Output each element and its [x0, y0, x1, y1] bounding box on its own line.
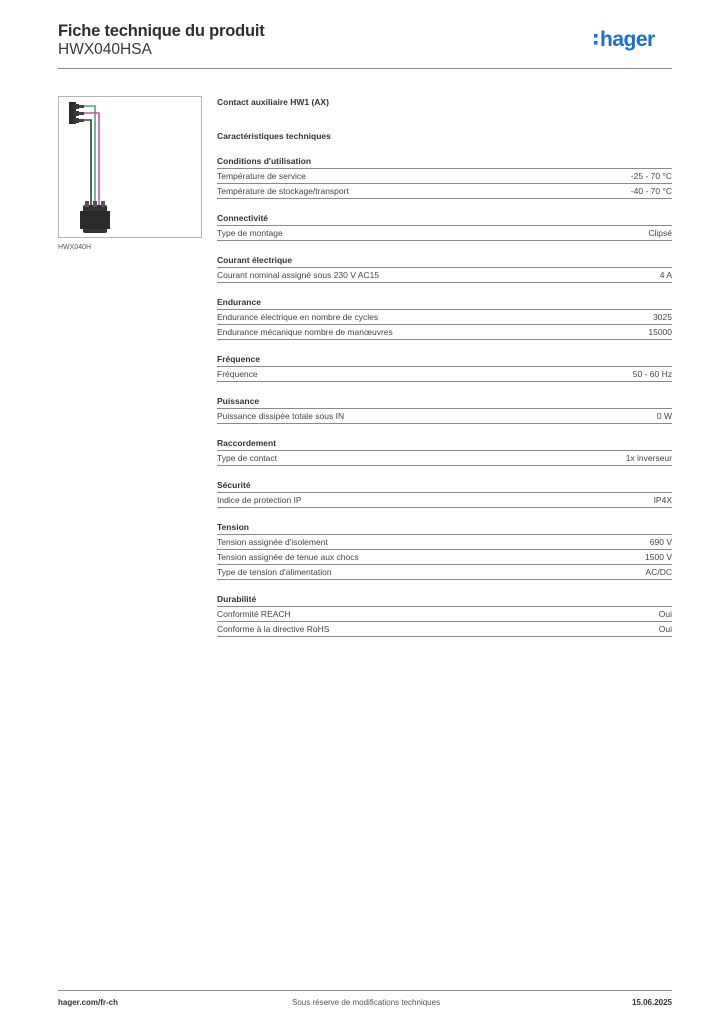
spec-value: 1500 V [645, 552, 672, 562]
spec-section [217, 395, 672, 424]
section-title: Connectivité [217, 212, 672, 226]
spec-label: Endurance électrique en nombre de cycles [217, 312, 379, 322]
spec-value: 0 W [656, 411, 672, 421]
tech-characteristics-title: Caractéristiques techniques [217, 131, 331, 141]
spec-row [217, 565, 672, 580]
spec-value: 3025 [653, 312, 672, 322]
spec-value: -25 - 70 °C [630, 171, 672, 181]
spec-label: Conformité REACH [217, 609, 291, 619]
spec-label: Tension assignée d'isolement [217, 537, 328, 547]
spec-row [217, 607, 672, 622]
page-header [58, 21, 672, 69]
spec-value: Oui [658, 624, 672, 634]
spec-section [217, 254, 672, 283]
spec-content [217, 96, 672, 637]
svg-text:hager: hager [600, 28, 655, 51]
spec-value: 50 - 60 Hz [632, 369, 672, 379]
spec-section [217, 593, 672, 637]
spec-value: 4 A [659, 270, 672, 280]
spec-label: Conforme à la directive RoHS [217, 624, 330, 634]
section-title: Durabilité [217, 593, 672, 607]
spec-row [217, 310, 672, 325]
spec-section [217, 296, 672, 340]
spec-label: Température de service [217, 171, 306, 181]
spec-section [217, 521, 672, 580]
spec-label: Endurance mécanique nombre de manœuvres [217, 327, 393, 337]
spec-row [217, 622, 672, 637]
footer-date: 15.06.2025 [631, 998, 672, 1007]
spec-row [217, 367, 672, 382]
spec-section [217, 353, 672, 382]
spec-label: Puissance dissipée totale sous IN [217, 411, 345, 421]
spec-sections [217, 155, 672, 637]
product-reference: HWX040HSA [58, 41, 152, 58]
section-title: Sécurité [217, 479, 672, 493]
spec-value: 690 V [649, 537, 672, 547]
product-image [58, 96, 202, 238]
spec-label: Type de contact [217, 453, 278, 463]
section-title: Tension [217, 521, 672, 535]
spec-label: Tension assignée de tenue aux chocs [217, 552, 359, 562]
spec-label: Fréquence [217, 369, 258, 379]
spec-section [217, 155, 672, 199]
spec-row [217, 226, 672, 241]
spec-label: Type de montage [217, 228, 283, 238]
spec-row [217, 550, 672, 565]
spec-row [217, 268, 672, 283]
spec-section [217, 437, 672, 466]
spec-row [217, 169, 672, 184]
spec-row [217, 535, 672, 550]
spec-value: 1x inverseur [625, 453, 672, 463]
page-title: Fiche technique du produit [58, 22, 265, 40]
footer-notice: Sous réserve de modifications techniques [292, 998, 441, 1007]
spec-label: Indice de protection IP [217, 495, 302, 505]
spec-value: Oui [658, 609, 672, 619]
spec-value: -40 - 70 °C [630, 186, 672, 196]
spec-label: Courant nominal assigné sous 230 V AC15 [217, 270, 380, 280]
section-title: Endurance [217, 296, 672, 310]
section-title: Raccordement [217, 437, 672, 451]
spec-value: AC/DC [645, 567, 672, 577]
section-title: Fréquence [217, 353, 672, 367]
spec-section [217, 479, 672, 508]
section-title: Puissance [217, 395, 672, 409]
spec-row [217, 325, 672, 340]
spec-value: Clipsé [648, 228, 672, 238]
spec-value: 15000 [648, 327, 672, 337]
hager-logo [592, 25, 672, 53]
footer-website: hager.com/fr-ch [58, 998, 119, 1007]
section-title: Conditions d'utilisation [217, 155, 672, 169]
image-caption: HWX040H [58, 244, 92, 251]
spec-row [217, 493, 672, 508]
spec-value: IP4X [653, 495, 672, 505]
spec-row [217, 409, 672, 424]
spec-label: Type de tension d'alimentation [217, 567, 332, 577]
footer-divider [58, 990, 672, 991]
product-name: Contact auxiliaire HW1 (AX) [217, 97, 329, 107]
spec-section [217, 212, 672, 241]
header-divider [58, 68, 672, 69]
spec-row [217, 184, 672, 199]
spec-label: Température de stockage/transport [217, 186, 349, 196]
spec-row [217, 451, 672, 466]
section-title: Courant électrique [217, 254, 672, 268]
